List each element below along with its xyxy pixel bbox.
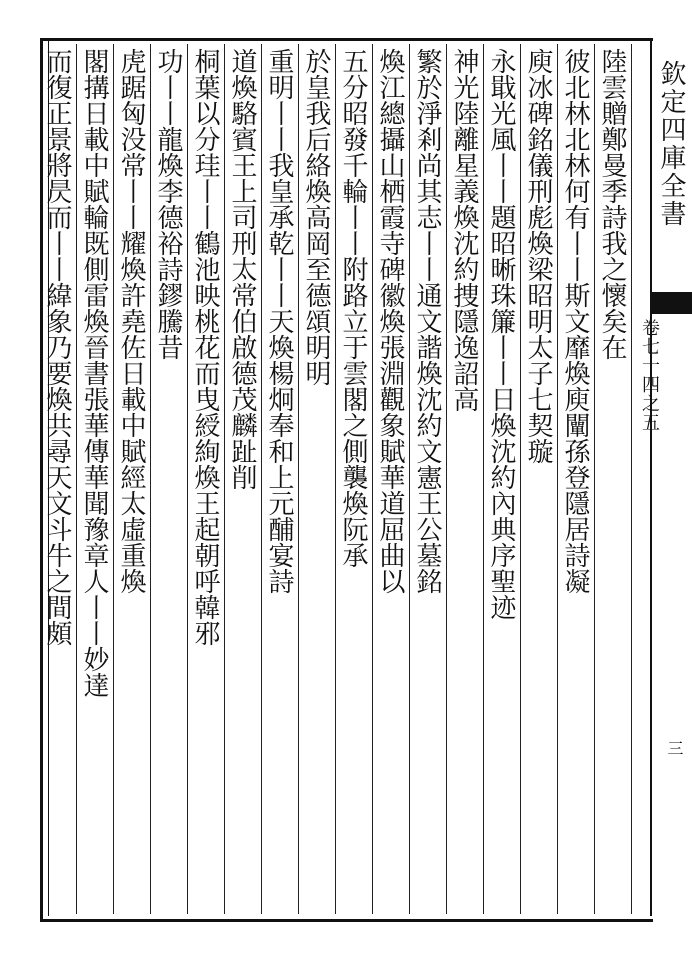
text-column-12 xyxy=(188,44,225,914)
text-column-15 xyxy=(77,44,114,914)
column-text: 而復正景將昃而丨丨緯象乃要煥共尋天文斗牛之間頗 xyxy=(42,48,72,646)
text-column-13 xyxy=(151,44,188,914)
text-column-1 xyxy=(595,44,632,914)
text-columns xyxy=(42,44,632,914)
column-text: 永戢光風丨丨題昭晰珠簾丨丨日煥沈約內典序聖迹 xyxy=(486,48,516,620)
column-text: 神光陸離星義煥沈約捜隱逸詔高 xyxy=(449,48,479,412)
text-column-2 xyxy=(558,44,595,914)
column-text: 閣搆日載中賦輪既側雷煥晉書張華傳華聞豫章人丨丨妙達 xyxy=(79,48,109,698)
text-column-5 xyxy=(447,44,484,914)
spine-fishtail-mark xyxy=(650,292,692,314)
column-text: 煥江總攝山栖霞寺碑徽煥張淵觀象賦華道屈曲以 xyxy=(375,48,405,594)
column-text: 功丨丨龍煥李德裕詩鏐騰昔 xyxy=(153,48,183,360)
spine-volume: 卷七十四之五 xyxy=(639,318,660,432)
spine-page-number: 三 xyxy=(665,740,684,756)
text-column-7 xyxy=(373,44,410,914)
column-text: 繁於淨剎尚其志丨丨通文諧煥沈約文憲王公墓銘 xyxy=(412,48,442,594)
text-column-14 xyxy=(114,44,151,914)
text-column-11 xyxy=(225,44,262,914)
text-column-4 xyxy=(484,44,521,914)
column-text: 陸雲贈鄭曼季詩我之懷矣在 xyxy=(597,48,627,360)
column-text: 彼北林北林何有丨丨斯文靡煥庾闡孫登隱居詩凝 xyxy=(560,48,590,594)
text-column-16 xyxy=(40,44,77,914)
column-text: 五分昭發千輪丨丨附路立于雲閣之側襲煥阮承 xyxy=(338,48,368,568)
column-text: 桐葉以分珪丨丨鶴池映桃花而曳綬絢煥王起朝呼韓邪 xyxy=(190,48,220,646)
column-text: 虎踞匈没常丨丨耀煥許堯佐日載中賦經太虛重煥 xyxy=(116,48,146,594)
column-text: 庾冰碑銘儀刑彪煥梁昭明太子七契璇 xyxy=(523,48,553,464)
text-column-10 xyxy=(262,44,299,914)
column-text: 於皇我后絡煥高岡至德頌明明 xyxy=(301,48,331,386)
spine-divider xyxy=(650,38,652,916)
text-column-3 xyxy=(521,44,558,914)
text-column-8 xyxy=(336,44,373,914)
column-text: 道煥駱賓王上司刑太常伯啟德茂麟趾削 xyxy=(227,48,257,490)
spine-title: 欽定四庫全書 xyxy=(656,60,686,228)
text-column-9 xyxy=(299,44,336,914)
text-column-6 xyxy=(410,44,447,914)
column-text: 重明丨丨我皇承乾丨丨天煥楊炯奉和上元酺宴詩 xyxy=(264,48,294,594)
